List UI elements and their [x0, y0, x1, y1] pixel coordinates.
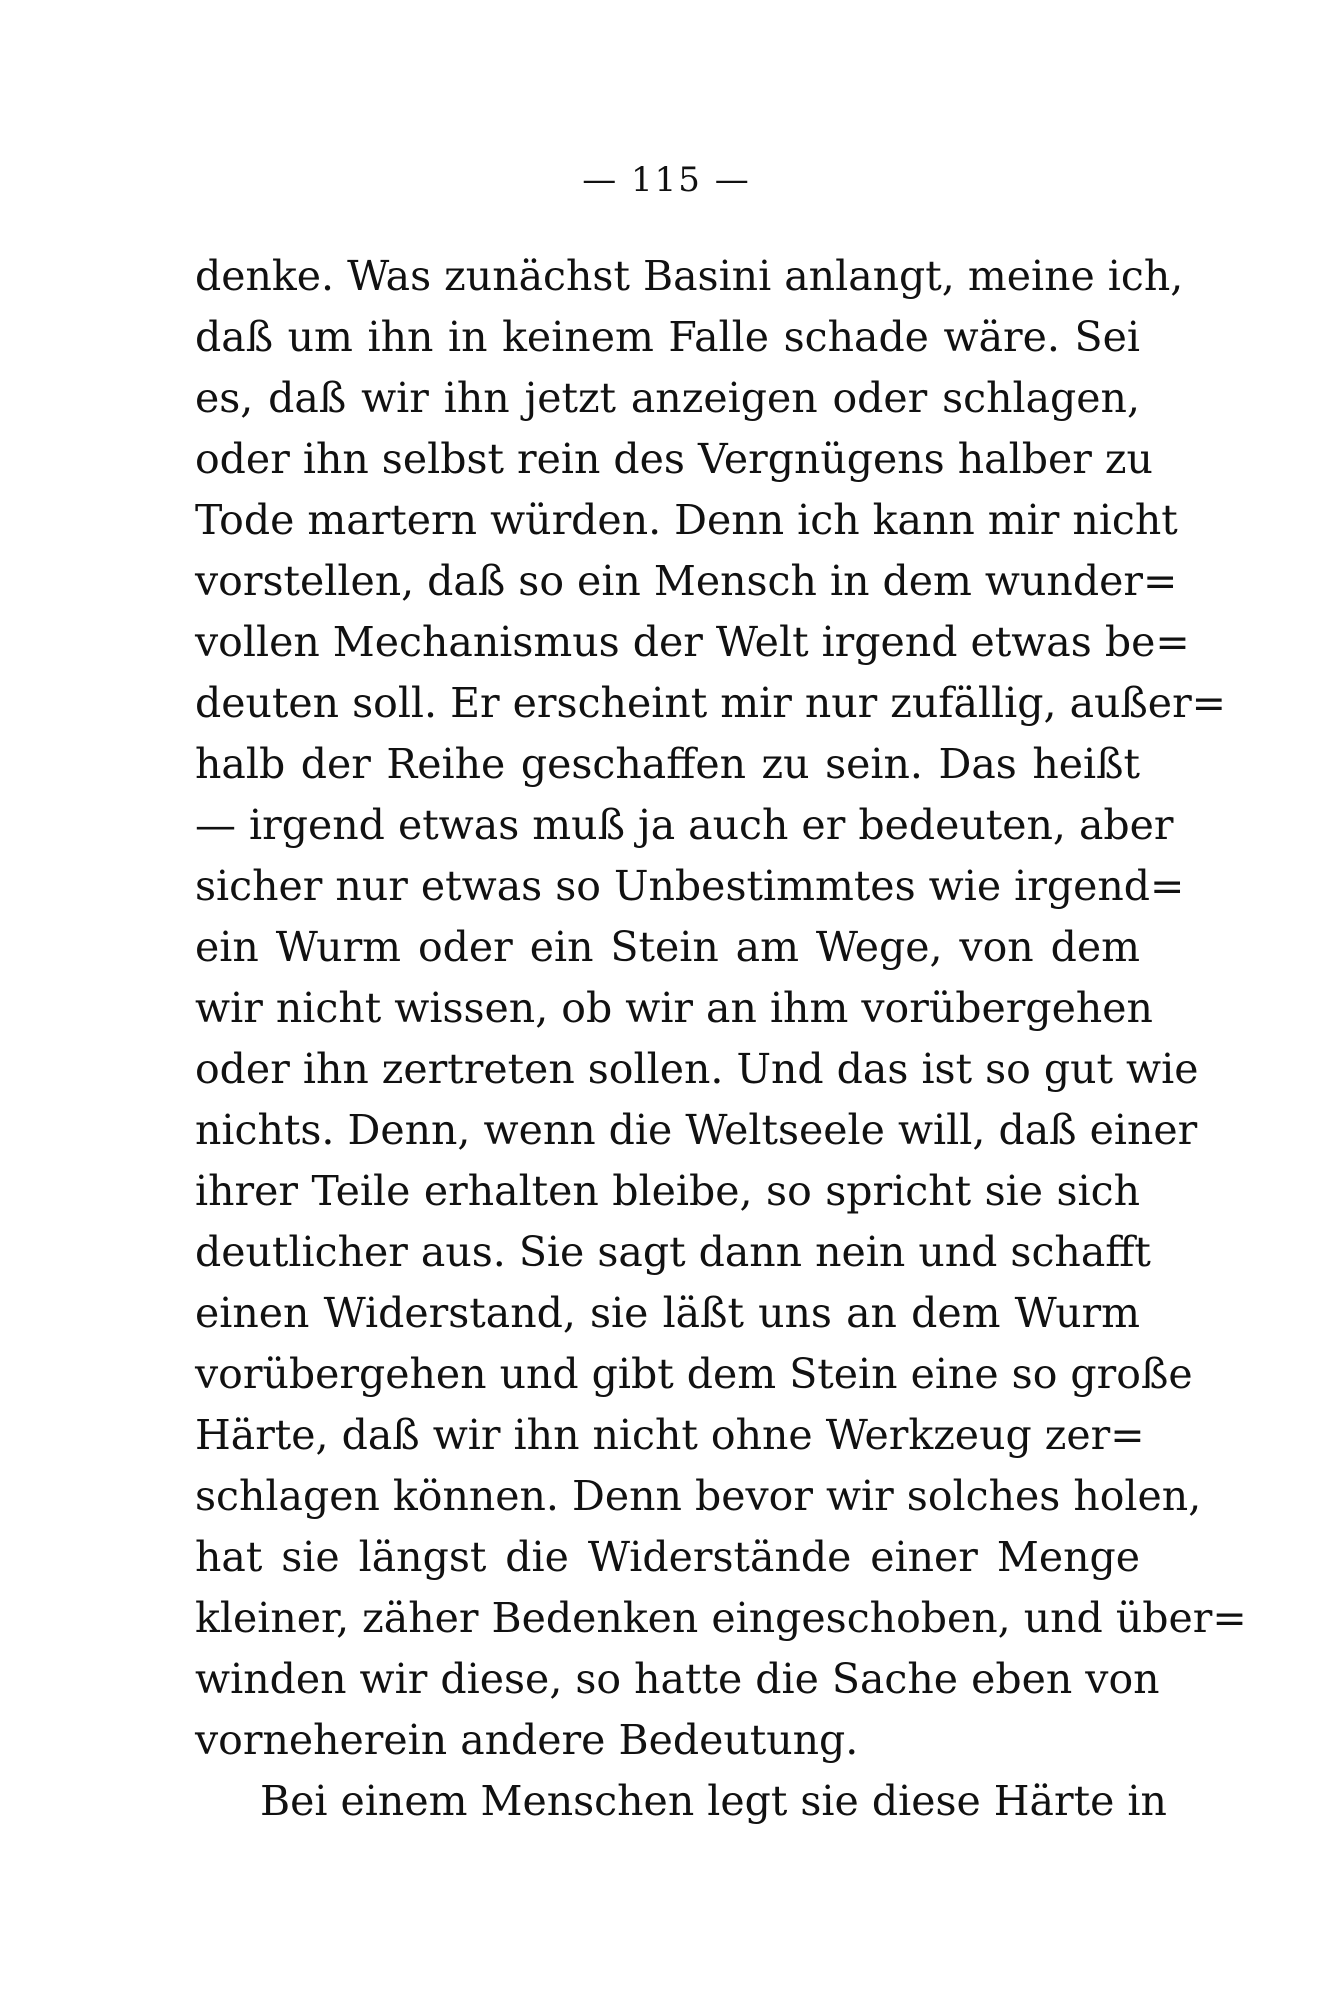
- text-line: daß um ihn in keinem Falle schade wäre. Sei: [195, 313, 1140, 361]
- page-number: — 115 —: [582, 160, 751, 200]
- text-line: sicher nur etwas so Unbestimmtes wie irgend=: [195, 862, 1185, 910]
- text-line: nichts. Denn, wenn die Weltseele will, daß einer: [195, 1106, 1198, 1154]
- text-line: hat sie längst die Widerstände einer Menge: [195, 1533, 1140, 1581]
- text-line: deuten soll. Er erscheint mir nur zufällig, außer=: [195, 679, 1227, 727]
- text-line: es, daß wir ihn jetzt anzeigen oder schlagen,: [195, 374, 1140, 422]
- paragraph-start-line: Bei einem Menschen legt sie diese Härte in: [260, 1777, 1167, 1825]
- text-line: Härte, daß wir ihn nicht ohne Werkzeug zer=: [195, 1411, 1145, 1459]
- text-line: wir nicht wissen, ob wir an ihm vorübergehen: [195, 984, 1153, 1032]
- text-line: oder ihn zertreten sollen. Und das ist so gut wie: [195, 1045, 1199, 1093]
- text-line: Tode martern würden. Denn ich kann mir nicht: [195, 496, 1178, 544]
- text-line: vorstellen, daß so ein Mensch in dem wunder=: [195, 557, 1178, 605]
- text-line: winden wir diese, so hatte die Sache eben von: [195, 1655, 1160, 1703]
- text-line: einen Widerstand, sie läßt uns an dem Wurm: [195, 1289, 1140, 1337]
- body-text: [195, 246, 1247, 1832]
- text-line: ein Wurm oder ein Stein am Wege, von dem: [195, 923, 1140, 971]
- text-line: halb der Reihe geschaffen zu sein. Das heißt: [195, 740, 1140, 788]
- text-line: kleiner, zäher Bedenken eingeschoben, und über=: [195, 1594, 1247, 1642]
- text-line: vollen Mechanismus der Welt irgend etwas be=: [195, 618, 1190, 666]
- text-line: oder ihn selbst rein des Vergnügens halber zu: [195, 435, 1153, 483]
- text-line: — irgend etwas muß ja auch er bedeuten, aber: [195, 801, 1174, 849]
- paragraph-end-line: vorneherein andere Bedeutung.: [195, 1716, 859, 1764]
- text-line: ihrer Teile erhalten bleibe, so spricht sie sich: [195, 1167, 1140, 1215]
- text-line: vorübergehen und gibt dem Stein eine so große: [195, 1350, 1193, 1398]
- text-line: schlagen können. Denn bevor wir solches holen,: [195, 1472, 1202, 1520]
- text-line: denke. Was zunächst Basini anlangt, meine ich,: [195, 252, 1184, 300]
- text-line: deutlicher aus. Sie sagt dann nein und schafft: [195, 1228, 1151, 1276]
